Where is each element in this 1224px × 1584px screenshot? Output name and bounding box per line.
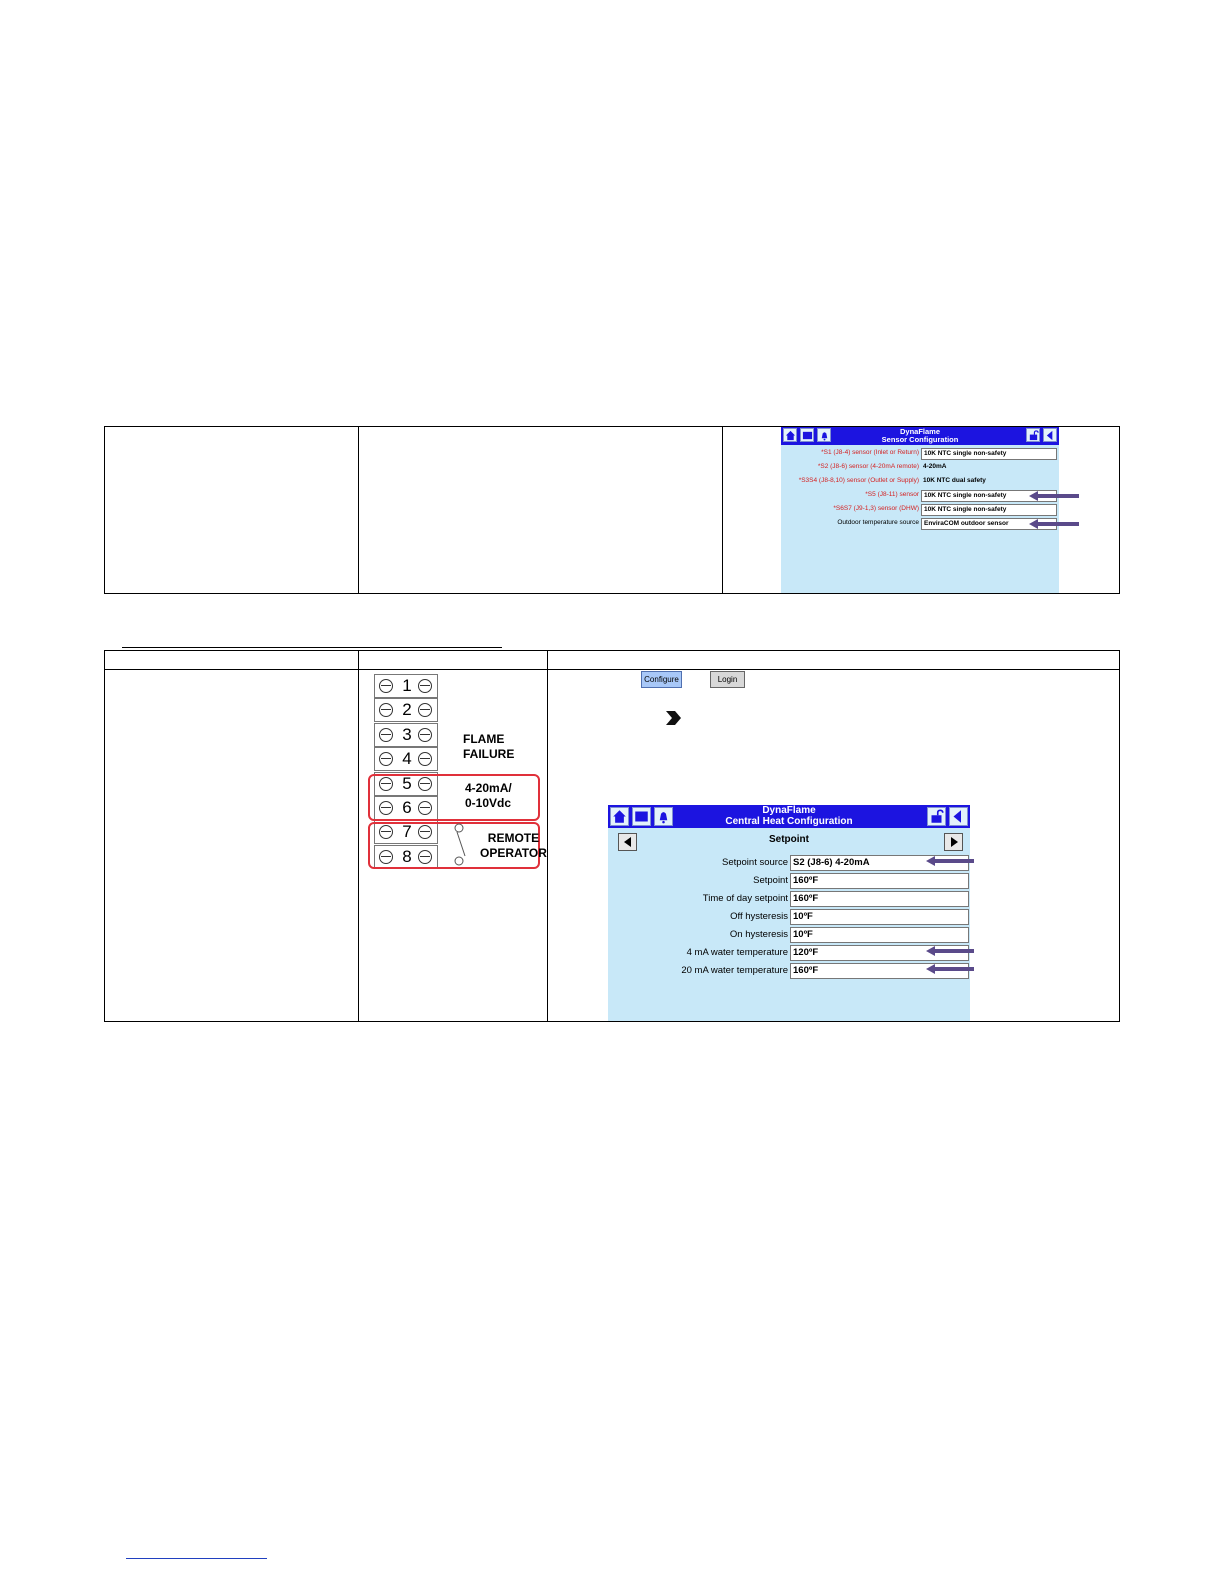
footer-link-underline[interactable] <box>126 1558 267 1559</box>
analog-input-label: 4-20mA/ 0-10Vdc <box>465 781 512 810</box>
central-heat-configuration-screen <box>608 805 970 1021</box>
screw-icon <box>418 703 432 717</box>
screen-title: DynaFlame <box>899 427 941 436</box>
setpoint-value-field[interactable]: 10ºF <box>790 927 969 943</box>
back-icon[interactable] <box>1043 428 1057 442</box>
setpoint-row <box>608 927 970 943</box>
table-header-divider <box>104 669 1120 670</box>
table-divider <box>547 650 548 1022</box>
screw-icon <box>379 703 393 717</box>
terminal-number: 1 <box>402 676 412 695</box>
terminal-number: 5 <box>402 773 412 793</box>
unlock-icon[interactable] <box>927 807 946 826</box>
setpoint-value-field[interactable]: 160ºF <box>790 873 969 889</box>
screw-icon <box>379 752 393 766</box>
terminal-2 <box>374 698 438 722</box>
terminal-number: 2 <box>402 700 412 720</box>
boiler-icon[interactable] <box>800 428 814 442</box>
setpoint-label: 4 mA water temperature <box>686 947 788 958</box>
table-divider <box>722 426 723 594</box>
setpoint-value-field[interactable]: 160ºF <box>790 891 969 907</box>
sensor-value-field[interactable]: 4-20mA <box>923 463 947 470</box>
setpoint-label: Time of day setpoint <box>702 893 788 904</box>
back-icon[interactable] <box>949 807 968 826</box>
terminal-number: 8 <box>402 846 412 866</box>
section-underline <box>122 647 502 648</box>
sensor-value-field[interactable]: 10K NTC dual safety <box>923 477 986 484</box>
setpoint-label: 20 mA water temperature <box>681 965 788 976</box>
callout-arrow-icon <box>926 946 974 956</box>
sensor-label: *S3S4 (J8-8,10) sensor (Outlet or Supply) <box>798 477 919 484</box>
setpoint-row <box>608 855 970 871</box>
sensor-value-field[interactable]: 10K NTC single non-safety <box>921 448 1057 460</box>
remote-operator-label: REMOTE OPERATOR <box>480 831 547 860</box>
sensor-row <box>781 448 1059 460</box>
screw-icon <box>379 679 393 693</box>
sensor-value-field[interactable]: 10K NTC single non-safety <box>921 504 1057 516</box>
terminal-1 <box>374 674 438 698</box>
setpoint-row <box>608 963 970 979</box>
sensor-row <box>781 490 1059 502</box>
setpoint-label: Off hysteresis <box>730 911 788 922</box>
callout-arrow-icon <box>1029 491 1079 501</box>
sensor-row <box>781 462 1059 474</box>
sensor-label: *S5 (J8-11) sensor <box>865 491 919 498</box>
sensor-row <box>781 504 1059 516</box>
home-icon[interactable] <box>783 428 797 442</box>
sensor-configuration-screen <box>781 427 1059 593</box>
sensor-label: *S6S7 (J9-1,3) sensor (DHW) <box>833 505 919 512</box>
screen-title: DynaFlame <box>762 805 816 816</box>
setpoint-label: Setpoint <box>753 875 788 886</box>
sensor-row <box>781 518 1059 530</box>
next-chevron-icon <box>664 710 682 726</box>
configure-button[interactable]: Configure <box>641 671 682 688</box>
login-button[interactable]: Login <box>710 671 745 688</box>
analog-input-highlight <box>368 774 540 821</box>
boiler-icon[interactable] <box>632 807 651 826</box>
terminal-3 <box>374 723 438 747</box>
setpoint-value-field[interactable]: 120ºF <box>790 945 969 961</box>
terminal-4 <box>374 747 438 771</box>
screen-subtitle: Sensor Configuration <box>881 434 959 444</box>
terminal-number: 6 <box>402 798 412 817</box>
sensor-value-field[interactable]: EnviraCOM outdoor sensor <box>921 518 1057 530</box>
terminal-number: 3 <box>402 724 412 744</box>
alarm-bell-icon[interactable] <box>817 428 831 442</box>
screw-icon <box>418 728 432 742</box>
terminal-number: 4 <box>402 749 412 769</box>
screw-icon <box>418 679 432 693</box>
sensor-label: *S2 (J8-6) sensor (4-20mA remote) <box>817 463 919 470</box>
unlock-icon[interactable] <box>1026 428 1040 442</box>
callout-arrow-icon <box>926 856 974 866</box>
table-divider <box>358 650 359 1022</box>
setpoint-label: On hysteresis <box>729 929 788 940</box>
setpoint-row <box>608 945 970 961</box>
sensor-row <box>781 476 1059 488</box>
setpoint-value-field[interactable]: S2 (J8-6) 4-20mA <box>790 855 969 871</box>
screw-icon <box>418 752 432 766</box>
table-divider <box>358 426 359 594</box>
terminal-number: 7 <box>402 822 412 842</box>
flame-failure-label: FLAME FAILURE <box>463 732 515 761</box>
screw-icon <box>379 728 393 742</box>
alarm-bell-icon[interactable] <box>654 807 673 826</box>
page-title: Setpoint <box>769 834 809 845</box>
setpoint-value-field[interactable]: 160ºF <box>790 963 969 979</box>
setpoint-row <box>608 891 970 907</box>
next-page-button[interactable] <box>944 833 963 851</box>
sensor-label: *S1 (J8-4) sensor (Inlet or Return) <box>821 449 919 456</box>
home-icon[interactable] <box>610 807 629 826</box>
callout-arrow-icon <box>1029 519 1079 529</box>
sensor-value-field[interactable]: 10K NTC single non-safety <box>921 490 1057 502</box>
switch-symbol-icon <box>448 822 470 868</box>
setpoint-value-field[interactable]: 10ºF <box>790 909 969 925</box>
setpoint-row <box>608 873 970 889</box>
setpoint-label: Setpoint source <box>721 857 788 868</box>
setpoint-row <box>608 909 970 925</box>
callout-arrow-icon <box>926 964 974 974</box>
sensor-label: Outdoor temperature source <box>837 519 919 526</box>
screen-subtitle: Central Heat Configuration <box>725 815 853 827</box>
